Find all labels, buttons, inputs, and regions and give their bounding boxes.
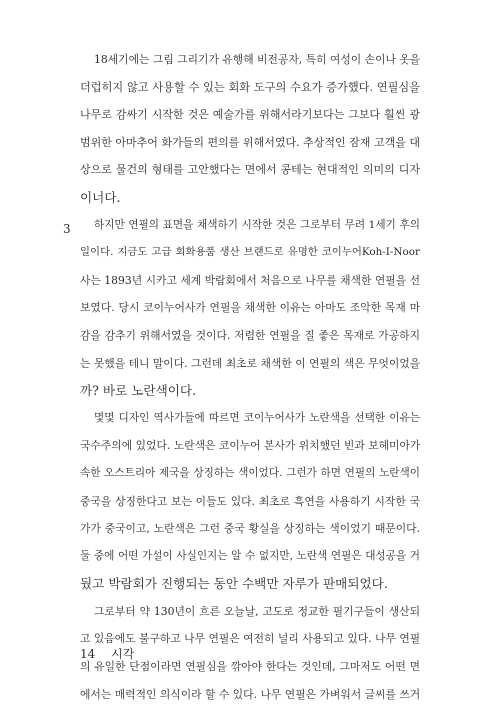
text-line: 에서는 매력적인 의식이라 할 수 있다. 나무 연필은 가벼워서 글씨를 쓰거 <box>80 687 421 701</box>
text-line: 일이다. 지금도 고급 회화용품 생산 브랜드로 유명한 코이누어Koh-I-Noor <box>80 246 420 259</box>
text-line: 둘 중에 어떤 가설이 사실인지는 알 수 없지만, 노란색 연필은 대성공을 거 <box>80 549 420 562</box>
text-line: 속한 오스트리아 제국을 상징하는 색이었다. 그런가 하면 연필의 노란색이 <box>80 466 420 479</box>
text-line: 뒀고 박람회가 진행되는 동안 수백만 자루가 판매되었다. <box>80 576 388 592</box>
text-line: 중국을 상징한다고 보는 이들도 있다. 최초로 흑연을 사용하기 시작한 국 <box>80 494 420 508</box>
page-footer <box>80 646 134 662</box>
text-line: 그로부터 약 130년이 흐른 오늘날, 고도로 정교한 필기구들이 생산되 <box>94 604 420 618</box>
text-line: 범위한 아마추어 화가들의 편의를 위해서였다. 추상적인 잠재 고객을 대 <box>80 135 420 149</box>
text-line: 더럽히지 않고 사용할 수 있는 회화 도구의 수요가 증가했다. 연필심을 <box>80 80 420 94</box>
section-title: 시각 <box>111 647 135 661</box>
margin-note-number: 3 <box>63 222 71 236</box>
text-line: 사는 1893년 시카고 세계 박람회에서 처음으로 나무를 채색한 연필을 선 <box>80 273 420 287</box>
text-line: 고 있음에도 불구하고 나무 연필은 여전히 널리 사용되고 있다. 나무 연필 <box>80 632 421 646</box>
text-line: 보였다. 당시 코이누어사가 연필을 채색한 이유는 아마도 조악한 목재 마 <box>80 301 420 315</box>
text-line: 18세기에는 그림 그리기가 유행해 비전공자, 특히 여성이 손이나 옷을 <box>94 53 421 66</box>
text-line: 가가 중국이고, 노란색은 그런 중국 황실을 상징하는 색이었기 때문이다. <box>80 522 420 536</box>
text-line: 이너다. <box>80 189 121 205</box>
body-text <box>80 46 420 708</box>
text-line: 하지만 연필의 표면을 채색하기 시작한 것은 그로부터 무려 1세기 후의 <box>94 218 420 231</box>
text-line: 까? 바로 노란색이다. <box>80 383 197 399</box>
text-line: 는 못했을 테니 말이다. 그런데 최초로 채색한 이 연필의 색은 무엇이었을 <box>80 356 421 370</box>
text-line: 감을 감추기 위해서였을 것이다. 저렴한 연필을 질 좋은 목재로 가공하지 <box>80 328 420 342</box>
text-line: 의 유일한 단점이라면 연필심을 깎아야 한다는 것인데, 그마저도 어떤 면 <box>80 660 420 674</box>
text-line: 상으로 물건의 형태를 고안했다는 면에서 콩테는 현대적인 의미의 디자 <box>80 163 420 177</box>
text-line: 나무로 감싸기 시작한 것은 예술가를 위해서라기보다는 그보다 훨씬 광 <box>80 108 420 122</box>
text-line: 몇몇 디자인 역사가들에 따르면 코이누어사가 노란색을 선택한 이유는 <box>94 411 420 424</box>
page-number: 14 <box>80 647 96 661</box>
text-line: 국수주의에 있었다. 노란색은 코이누어 본사가 위치했던 빈과 보헤미아가 <box>80 439 421 453</box>
